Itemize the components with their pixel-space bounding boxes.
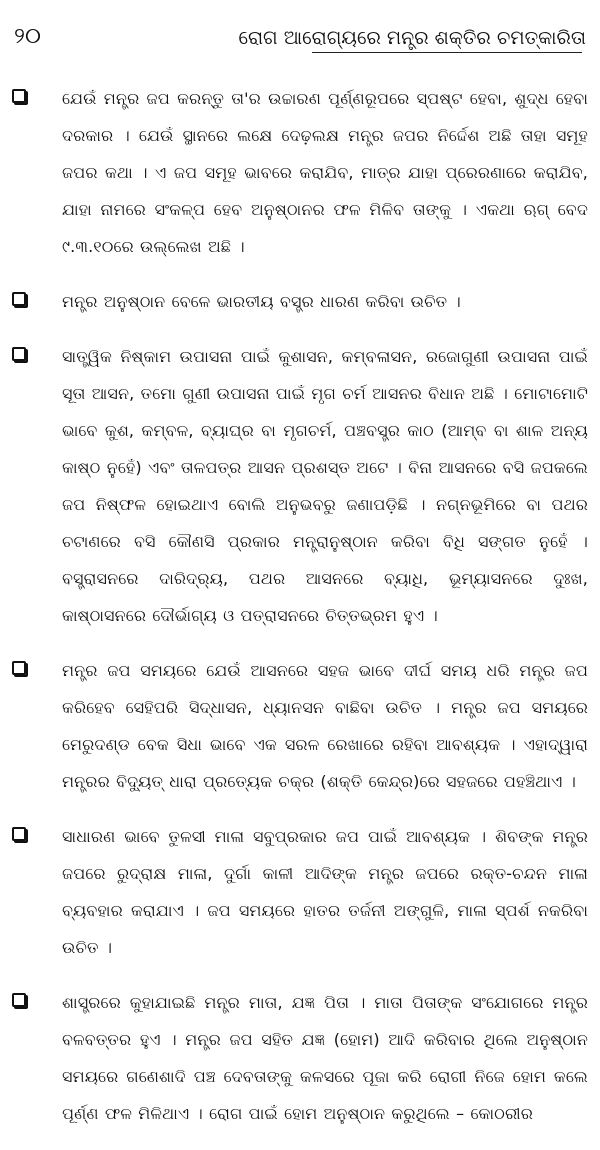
- list-item-text: ସାତ୍ତ୍ୱିକ ନିଷ୍କାମ ଉପାସନା ପାଇଁ କୁଶାସନ, କମ୍ବଳାସନ, ରଜୋଗୁଣୀ ଉପାସନା ପାଇଁ ସୂତା ଆସନ, ତମୋ ଗୁଣୀ ଉପାସନା ପାଇଁ ମୃଗ ଚର୍ମ ଆସନର ବିଧାନ ଅଛି । ମୋଟାମୋଟି ଭାବେ କୁଶ, କମ୍ବଳ, ବ୍ୟାଘ୍ର ବା ମୃଗଚର୍ମ, ପଞ୍ଚବସ୍ତ୍ର କାଠ (ଆମ୍ବ ବା ଶାଳ ଅନ୍ୟ କାଷ୍ଠ ନୁହେଁ) ଏବଂ ତାଳପତ୍ର ଆସନ ପ୍ରଶସ୍ତ ଅଟେ । ବିନା ଆସନରେ ବସି ଜପକଲେ ଜପ ନିଷ୍ଫଳ ହୋଇଥାଏ ବୋଲି ଅନୁଭବରୁ ଜଣାପଡ଼ିଛି । ନଗ୍ନଭୂମିରେ ବା ପଥର ଚଟାଣରେ ବସି କୌଣସି ପ୍ରକାର ମନ୍ତ୍ରାନୁଷ୍ଠାନ କରିବା ବିଧି ସଙ୍ଗତ ନୁହେଁ । ବସ୍ତ୍ରାସନରେ ଦାରିଦ୍ର୍ୟ, ପଥର ଆସନରେ ବ୍ୟାଧି, ଭୂମ୍ୟାସନରେ ଦୁଃଖ, କାଷ୍ଠାସନରେ ଦୌର୍ଭାଗ୍ୟ ଓ ପତ୍ରାସନରେ ଚିତ୍ତଭ୍ରମ ହୁଏ ।: [62, 347, 588, 625]
- list-item-text: ଯେଉଁ ମନ୍ତ୍ର ଜପ କରନ୍ତୁ ତା'ର ଉଚ୍ଚାରଣ ପୂର୍ଣ୍ଣରୂପରେ ସ୍ପଷ୍ଟ ହେବା, ଶୁଦ୍ଧ ହେବା ଦରକାର । ଯେଉଁ ସ୍ଥାନରେ ଲକ୍ଷେ ଦେଢ଼ଲକ୍ଷ ମନ୍ତ୍ର ଜପର ନିର୍ଦ୍ଦେଶ ଅଛି ତାହା ସମୂହ ଜପର କଥା । ଏ ଜପ ସମୂହ ଭାବରେ କରାଯିବ, ମାତ୍ର ଯାହା ପ୍ରେରଣାରେ କରାଯିବ, ଯାହା ନାମରେ ସଂକଳ୍ପ ହେବ ଅନୁଷ୍ଠାନର ଫଳ ମିଳିବ ତାଙ୍କୁ । ଏକଥା ଋଗ୍ ବେଦ ୯.୩.୧୦ରେ ଉଲ୍ଲେଖ ଅଛି ।: [62, 89, 588, 256]
- page-header: [0, 0, 600, 58]
- list-item: [0, 283, 600, 320]
- checkbox-bullet-icon: [12, 661, 26, 675]
- checkbox-bullet-icon: [12, 292, 26, 306]
- list-item: [0, 984, 600, 1132]
- checkbox-bullet-icon: [12, 827, 26, 841]
- list-item: [0, 80, 600, 265]
- list-item-text: ମନ୍ତ୍ର ଜପ ସମୟରେ ଯେଉଁ ଆସନରେ ସହଜ ଭାବେ ଦୀର୍ଘ ସମୟ ଧରି ମନ୍ତ୍ର ଜପ କରିହେବ ସେହିପରି ସିଦ୍ଧାସନ, ଧ୍ୟାନସନ ବାଛିବା ଉଚିତ । ମନ୍ତ୍ର ଜପ ସମୟରେ ମେରୁଦଣ୍ଡ ବେକ ସିଧା ଭାବେ ଏକ ସରଳ ରେଖାରେ ରହିବା ଆବଶ୍ୟକ । ଏହାଦ୍ୱାରା ମନ୍ତ୍ରର ବିଦ୍ୟୁତ୍ ଧାରା ପ୍ରତ୍ୟେକ ଚକ୍ର (ଶକ୍ତି କେନ୍ଦ୍ର)ରେ ସହଜରେ ପହଞ୍ଚିଥାଏ ।: [62, 661, 588, 791]
- list-item: [0, 818, 600, 966]
- checkbox-bullet-icon: [12, 993, 26, 1007]
- list-item: [0, 338, 600, 634]
- checkbox-bullet-icon: [12, 347, 26, 361]
- list-item: [0, 652, 600, 800]
- bullet-list: [0, 80, 600, 1150]
- list-item-text: ଶାସ୍ତ୍ରରେ କୁହାଯାଇଛି ମନ୍ତ୍ର ମାତା, ଯଜ୍ଞ ପିତା । ମାତା ପିତାଙ୍କ ସଂଯୋଗରେ ମନ୍ତ୍ର ବଳବତ୍ତର ହୁଏ । ମନ୍ତ୍ର ଜପ ସହିତ ଯଜ୍ଞ (ହୋମ) ଆଦି କରିବାର ଥିଲେ ଅନୁଷ୍ଠାନ ସମୟରେ ଗଣେଶାଦି ପଞ୍ଚ ଦେବତାଙ୍କୁ କଳସରେ ପୂଜା କରି ରୋଗୀ ନିଜେ ହୋମ କଲେ ପୂର୍ଣ୍ଣ ଫଳ ମିଳିଥାଏ । ରୋଗ ପାଇଁ ହୋମ ଅନୁଷ୍ଠାନ କରୁଥିଲେ – କୋଠରୀର: [62, 993, 588, 1123]
- header-rule: [312, 52, 582, 53]
- list-item-text: ମନ୍ତ୍ର ଅନୁଷ୍ଠାନ ବେଳେ ଭାରତୀୟ ବସ୍ତ୍ର ଧାରଣ କରିବା ଉଚିତ ।: [62, 292, 461, 311]
- page-number: ୨୦: [14, 24, 41, 49]
- checkbox-bullet-icon: [12, 89, 26, 103]
- running-title: ରୋଗ ଆରୋଗ୍ୟରେ ମନ୍ତ୍ର ଶକ୍ତିର ଚମତ୍କାରିତା: [238, 27, 586, 49]
- list-item-text: ସାଧାରଣ ଭାବେ ତୁଳସୀ ମାଳା ସବୁପ୍ରକାର ଜପ ପାଇଁ ଆବଶ୍ୟକ । ଶିବଙ୍କ ମନ୍ତ୍ର ଜପରେ ରୁଦ୍ରାକ୍ଷ ମାଳା, ଦୁର୍ଗା କାଳୀ ଆଦିଙ୍କ ମନ୍ତ୍ର ଜପରେ ରକ୍ତ-ଚନ୍ଦନ ମାଳା ବ୍ୟବହାର କରାଯାଏ । ଜପ ସମୟରେ ହାତର ତର୍ଜନୀ ଅଙ୍ଗୁଳି, ମାଳା ସ୍ପର୍ଶ ନକରିବା ଉଚିତ ।: [62, 827, 588, 957]
